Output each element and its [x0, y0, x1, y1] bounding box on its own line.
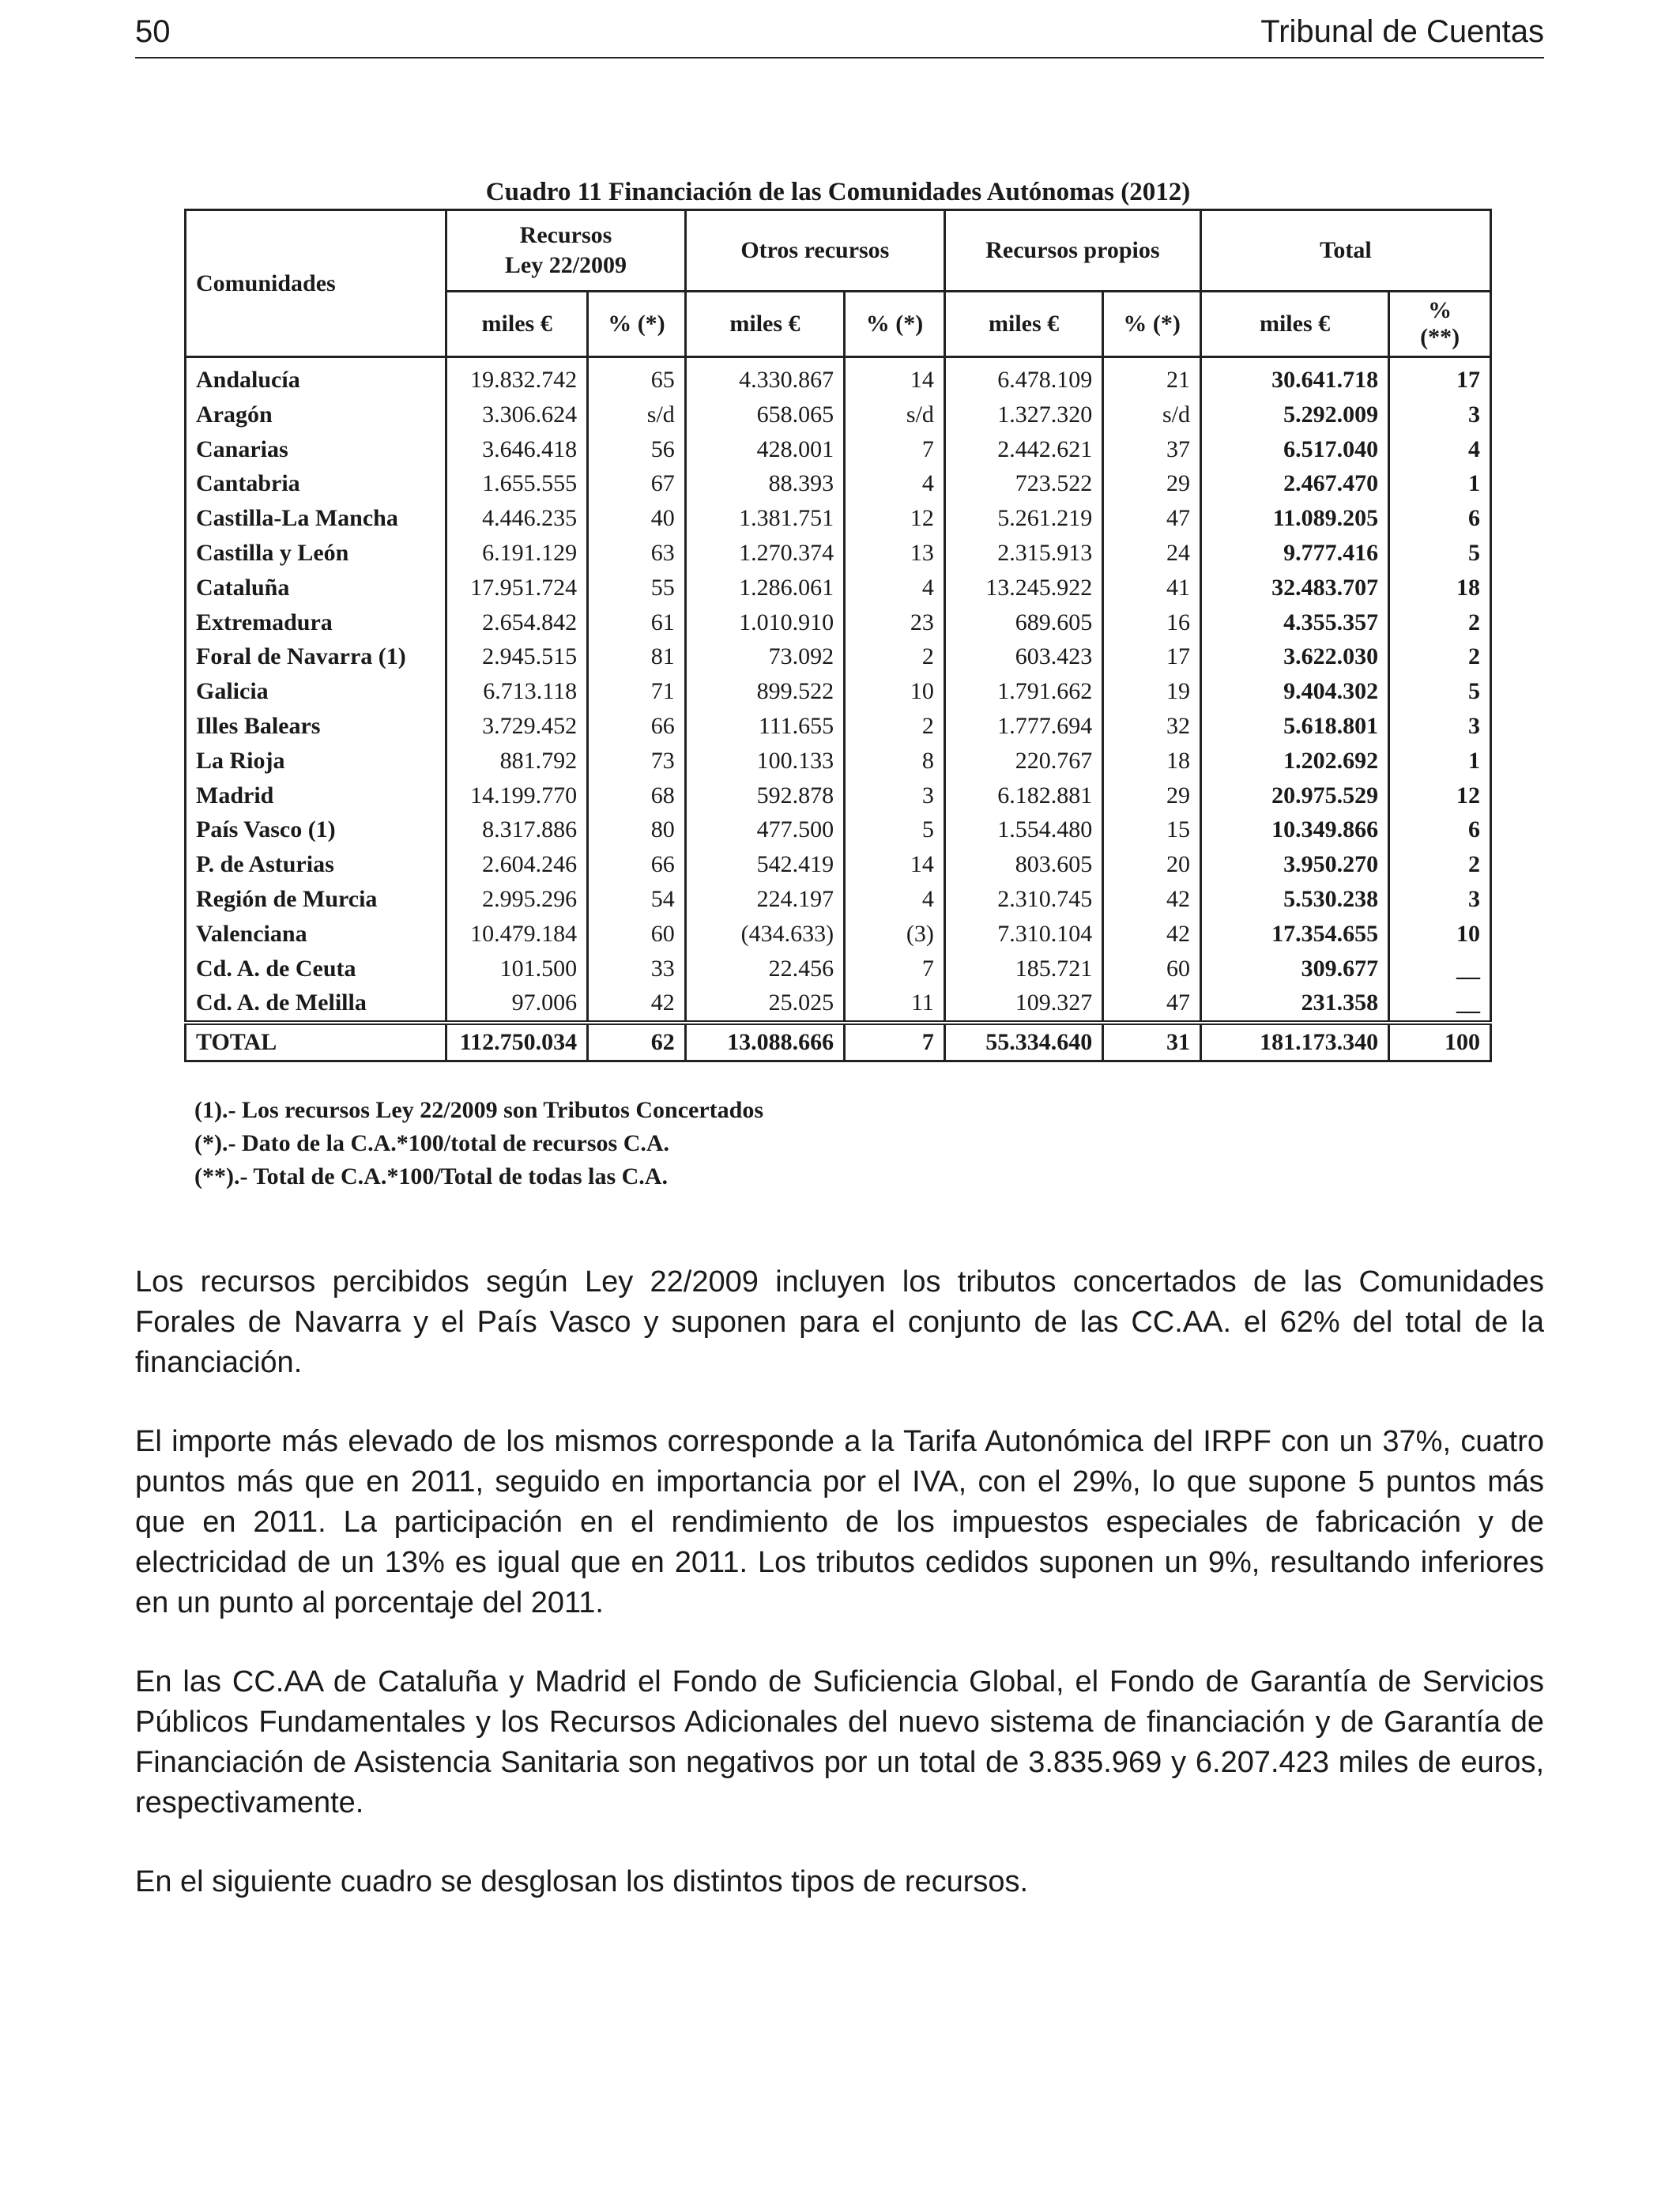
table-cell: 5.618.801	[1200, 709, 1388, 744]
table-cell: 5	[1389, 674, 1491, 709]
row-name: Cd. A. de Ceuta	[186, 952, 446, 986]
row-name: Valenciana	[186, 917, 446, 952]
table-row	[186, 357, 1491, 398]
table-cell: 7	[845, 952, 945, 986]
table-cell: 7	[845, 1023, 945, 1061]
group-ley: Recursos Ley 22/2009	[446, 210, 686, 292]
table-cell: 4	[845, 466, 945, 501]
table-cell: 12	[1389, 778, 1491, 813]
table-cell: 428.001	[685, 432, 844, 467]
table-cell: 30.641.718	[1200, 357, 1388, 398]
table-row	[186, 952, 1491, 986]
table-cell: 17.354.655	[1200, 917, 1388, 952]
table-cell: 6.713.118	[446, 674, 588, 709]
paragraph: Los recursos percibidos según Ley 22/2009 incluyen los tributos concertados de las Comunidades Forales de Navarra y el País Vasco y suponen para el conjunto de las CC.AA. el 62% del total de la financiación.	[135, 1265, 1544, 1379]
table-cell: 111.655	[685, 709, 844, 744]
table-cell: 32	[1103, 709, 1201, 744]
table-cell: 11.089.205	[1200, 501, 1388, 536]
row-name: Extremadura	[186, 605, 446, 640]
table-cell: 17.951.724	[446, 571, 588, 605]
table-cell: 29	[1103, 466, 1201, 501]
note-line: (1).- Los recursos Ley 22/2009 son Tributos Concertados	[194, 1097, 763, 1123]
table-cell: 18	[1389, 571, 1491, 605]
table-cell: 21	[1103, 357, 1201, 398]
table-cell: 2.995.296	[446, 882, 588, 917]
table-cell: 9.404.302	[1200, 674, 1388, 709]
table-cell: 42	[1103, 917, 1201, 952]
table-cell: 4.355.357	[1200, 605, 1388, 640]
row-name: Illes Balears	[186, 709, 446, 744]
table-cell: __	[1389, 986, 1491, 1023]
table-cell: 31	[1103, 1023, 1201, 1061]
table-cell: 47	[1103, 986, 1201, 1023]
table-cell: __	[1389, 952, 1491, 986]
table-cell: 185.721	[944, 952, 1102, 986]
table-cell: 7	[845, 432, 945, 467]
table-cell: 2	[1389, 639, 1491, 674]
table-cell: 231.358	[1200, 986, 1388, 1023]
table-cell: 6	[1389, 812, 1491, 847]
table-cell: 6.517.040	[1200, 432, 1388, 467]
table-cell: 32.483.707	[1200, 571, 1388, 605]
table-cell: 25.025	[685, 986, 844, 1023]
table-cell: 6.182.881	[944, 778, 1102, 813]
table-cell: 33	[588, 952, 686, 986]
table-cell: 592.878	[685, 778, 844, 813]
table-cell: 7.310.104	[944, 917, 1102, 952]
table-cell: 5.292.009	[1200, 398, 1388, 432]
table-cell: 17	[1389, 357, 1491, 398]
table-cell: 16	[1103, 605, 1201, 640]
table-row	[186, 917, 1491, 952]
table-cell: 112.750.034	[446, 1023, 588, 1061]
paragraph: El importe más elevado de los mismos corresponde a la Tarifa Autonómica del IRPF con un 37%, cuatro puntos más que en 2011, seguido en importancia por el IVA, con el 29%, lo que supone 5 puntos más que en 2011. La participación en el rendimiento de los impuestos especiales de fabricación y de electricidad de un 13% es igual que en 2011. Los tributos cedidos suponen un 9%, resultando inferiores en un punto al porcentaje del 2011.	[135, 1425, 1544, 1619]
table-row	[186, 778, 1491, 813]
publication-title: Tribunal de Cuentas	[1260, 14, 1544, 49]
table-cell: 1	[1389, 744, 1491, 778]
table-cell: 68	[588, 778, 686, 813]
table-cell: 5.261.219	[944, 501, 1102, 536]
table-cell: s/d	[588, 398, 686, 432]
row-name: Canarias	[186, 432, 446, 467]
table-cell: 5	[845, 812, 945, 847]
table-cell: 14.199.770	[446, 778, 588, 813]
table-cell: 3.306.624	[446, 398, 588, 432]
table-cell: 60	[1103, 952, 1201, 986]
table-cell: 13.245.922	[944, 571, 1102, 605]
table-cell: 2	[1389, 847, 1491, 882]
table-cell: 542.419	[685, 847, 844, 882]
table-cell: 3.729.452	[446, 709, 588, 744]
table-cell: 1.777.694	[944, 709, 1102, 744]
table-cell: 603.423	[944, 639, 1102, 674]
group-total: Total	[1200, 210, 1490, 292]
table-notes	[194, 1094, 763, 1193]
table-cell: 37	[1103, 432, 1201, 467]
table-cell: 3.646.418	[446, 432, 588, 467]
table-row	[186, 674, 1491, 709]
table-cell: 63	[588, 536, 686, 571]
page-number: 50	[135, 14, 171, 49]
table-cell: 62	[588, 1023, 686, 1061]
table-cell: 19.832.742	[446, 357, 588, 398]
page-header	[135, 14, 1544, 58]
table-cell: 477.500	[685, 812, 844, 847]
row-name: Cantabria	[186, 466, 446, 501]
row-name: Madrid	[186, 778, 446, 813]
table-cell: 88.393	[685, 466, 844, 501]
table-cell: 29	[1103, 778, 1201, 813]
financing-table	[184, 209, 1492, 1062]
table-cell: 224.197	[685, 882, 844, 917]
row-name: La Rioja	[186, 744, 446, 778]
table-cell: 1.270.374	[685, 536, 844, 571]
paragraph: En las CC.AA de Cataluña y Madrid el Fondo de Suficiencia Global, el Fondo de Garantía de Servicios Públicos Fundamentales y los Recursos Adicionales del nuevo sistema de financiación y de Garantía de Financiación de Asistencia Sanitaria son negativos por un total de 3.835.969 y 6.207.423 miles de euros, respectivamente.	[135, 1665, 1544, 1819]
table-cell: 81	[588, 639, 686, 674]
table-cell: 18	[1103, 744, 1201, 778]
table-body	[186, 357, 1491, 1023]
table-cell: 17	[1103, 639, 1201, 674]
table-cell: 899.522	[685, 674, 844, 709]
table-row	[186, 639, 1491, 674]
group-propios: Recursos propios	[944, 210, 1200, 292]
sub-pct-otros: % (*)	[845, 292, 945, 357]
table-cell: 47	[1103, 501, 1201, 536]
table-cell: 42	[1103, 882, 1201, 917]
table-row	[186, 986, 1491, 1023]
table-cell: 56	[588, 432, 686, 467]
row-name: P. de Asturias	[186, 847, 446, 882]
table-cell: 10.479.184	[446, 917, 588, 952]
table-cell: 13	[845, 536, 945, 571]
table-cell: 60	[588, 917, 686, 952]
row-name: Castilla y León	[186, 536, 446, 571]
sub-pct-total: % (**)	[1389, 292, 1491, 357]
table-cell: 9.777.416	[1200, 536, 1388, 571]
table-row	[186, 398, 1491, 432]
row-name: Aragón	[186, 398, 446, 432]
table-cell: 8	[845, 744, 945, 778]
table-cell: 22.456	[685, 952, 844, 986]
table-cell: 73.092	[685, 639, 844, 674]
table-row	[186, 812, 1491, 847]
table-cell: 67	[588, 466, 686, 501]
table-cell: 15	[1103, 812, 1201, 847]
table-cell: 20	[1103, 847, 1201, 882]
table-cell: 10.349.866	[1200, 812, 1388, 847]
table-cell: 11	[845, 986, 945, 1023]
table-cell: 5	[1389, 536, 1491, 571]
table-cell: 3	[1389, 882, 1491, 917]
table-cell: 2	[845, 639, 945, 674]
table-cell: 61	[588, 605, 686, 640]
table-cell: 658.065	[685, 398, 844, 432]
table-row	[186, 432, 1491, 467]
table-row	[186, 882, 1491, 917]
table-row	[186, 571, 1491, 605]
sub-pct-propios: % (*)	[1103, 292, 1201, 357]
table-cell: 2.604.246	[446, 847, 588, 882]
sub-miles-propios: miles €	[944, 292, 1102, 357]
table-cell: 65	[588, 357, 686, 398]
paragraph: En el siguiente cuadro se desglosan los distintos tipos de recursos.	[135, 1865, 1029, 1898]
table-cell: 10	[1389, 917, 1491, 952]
table-cell: 6.478.109	[944, 357, 1102, 398]
table-cell: 12	[845, 501, 945, 536]
table-cell: 14	[845, 847, 945, 882]
table-cell: 8.317.886	[446, 812, 588, 847]
row-name: Galicia	[186, 674, 446, 709]
table-cell: 19	[1103, 674, 1201, 709]
sub-miles-ley: miles €	[446, 292, 588, 357]
table-cell: 100	[1389, 1023, 1491, 1061]
table-cell: 2.654.842	[446, 605, 588, 640]
table-cell: 20.975.529	[1200, 778, 1388, 813]
table-cell: 2.442.621	[944, 432, 1102, 467]
table-cell: 2	[845, 709, 945, 744]
table-cell: 6	[1389, 501, 1491, 536]
total-row	[186, 1023, 1491, 1061]
table-cell: 40	[588, 501, 686, 536]
sub-miles-otros: miles €	[685, 292, 844, 357]
table-cell: 80	[588, 812, 686, 847]
table-cell: 3.950.270	[1200, 847, 1388, 882]
table-cell: 2.945.515	[446, 639, 588, 674]
table-cell: 1.010.910	[685, 605, 844, 640]
table-cell: s/d	[1103, 398, 1201, 432]
table-cell: 1	[1389, 466, 1491, 501]
row-name: Región de Murcia	[186, 882, 446, 917]
table-cell: 23	[845, 605, 945, 640]
table-cell: 41	[1103, 571, 1201, 605]
table-row	[186, 466, 1491, 501]
row-name: Andalucía	[186, 357, 446, 398]
table-row	[186, 501, 1491, 536]
financing-table-block	[184, 175, 1492, 1062]
table-cell: 2.467.470	[1200, 466, 1388, 501]
table-cell: 1.791.662	[944, 674, 1102, 709]
table-cell: TOTAL	[186, 1023, 446, 1061]
table-cell: 101.500	[446, 952, 588, 986]
table-row	[186, 536, 1491, 571]
table-cell: 100.133	[685, 744, 844, 778]
table-cell: 220.767	[944, 744, 1102, 778]
table-cell: 42	[588, 986, 686, 1023]
table-cell: 2.310.745	[944, 882, 1102, 917]
table-row	[186, 709, 1491, 744]
table-cell: 5.530.238	[1200, 882, 1388, 917]
row-name: Castilla-La Mancha	[186, 501, 446, 536]
table-cell: 54	[588, 882, 686, 917]
table-cell: 1.327.320	[944, 398, 1102, 432]
table-cell: 2	[1389, 605, 1491, 640]
table-cell: 4	[845, 882, 945, 917]
table-cell: 66	[588, 847, 686, 882]
table-caption: Cuadro 11 Financiación de las Comunidades Autónomas (2012)	[485, 178, 1191, 206]
table-cell: 73	[588, 744, 686, 778]
table-cell: 1.286.061	[685, 571, 844, 605]
table-cell: 55.334.640	[944, 1023, 1102, 1061]
table-cell: 723.522	[944, 466, 1102, 501]
table-cell: 14	[845, 357, 945, 398]
table-cell: 3	[1389, 709, 1491, 744]
table-cell: 803.605	[944, 847, 1102, 882]
row-name: País Vasco (1)	[186, 812, 446, 847]
table-cell: 66	[588, 709, 686, 744]
table-cell: 6.191.129	[446, 536, 588, 571]
table-cell: s/d	[845, 398, 945, 432]
table-cell: 3	[845, 778, 945, 813]
table-cell: 4.446.235	[446, 501, 588, 536]
table-cell: 3	[1389, 398, 1491, 432]
table-cell: 97.006	[446, 986, 588, 1023]
row-name: Cataluña	[186, 571, 446, 605]
table-cell: 1.202.692	[1200, 744, 1388, 778]
table-row	[186, 744, 1491, 778]
sub-miles-total: miles €	[1200, 292, 1388, 357]
table-cell: 24	[1103, 536, 1201, 571]
table-cell: 1.554.480	[944, 812, 1102, 847]
table-cell: (3)	[845, 917, 945, 952]
table-cell: 3.622.030	[1200, 639, 1388, 674]
table-cell: 109.327	[944, 986, 1102, 1023]
table-cell: 309.677	[1200, 952, 1388, 986]
table-cell: 4	[845, 571, 945, 605]
sub-pct-ley: % (*)	[588, 292, 686, 357]
row-name: Foral de Navarra (1)	[186, 639, 446, 674]
table-cell: 1.381.751	[685, 501, 844, 536]
table-cell: 689.605	[944, 605, 1102, 640]
col-comunidades: Comunidades	[186, 210, 446, 357]
body-text	[135, 1262, 1544, 1941]
table-row	[186, 847, 1491, 882]
group-otros: Otros recursos	[685, 210, 944, 292]
row-name: Cd. A. de Melilla	[186, 986, 446, 1023]
table-cell: 13.088.666	[685, 1023, 844, 1061]
note-line: (**).- Total de C.A.*100/Total de todas las C.A.	[194, 1163, 668, 1189]
table-row	[186, 605, 1491, 640]
table-cell: 10	[845, 674, 945, 709]
table-cell: 1.655.555	[446, 466, 588, 501]
table-cell: 4	[1389, 432, 1491, 467]
table-cell: 71	[588, 674, 686, 709]
note-line: (*).- Dato de la C.A.*100/total de recursos C.A.	[194, 1130, 670, 1156]
table-cell: 4.330.867	[685, 357, 844, 398]
table-cell: 2.315.913	[944, 536, 1102, 571]
table-cell: 55	[588, 571, 686, 605]
table-cell: (434.633)	[685, 917, 844, 952]
table-cell: 881.792	[446, 744, 588, 778]
table-cell: 181.173.340	[1200, 1023, 1388, 1061]
